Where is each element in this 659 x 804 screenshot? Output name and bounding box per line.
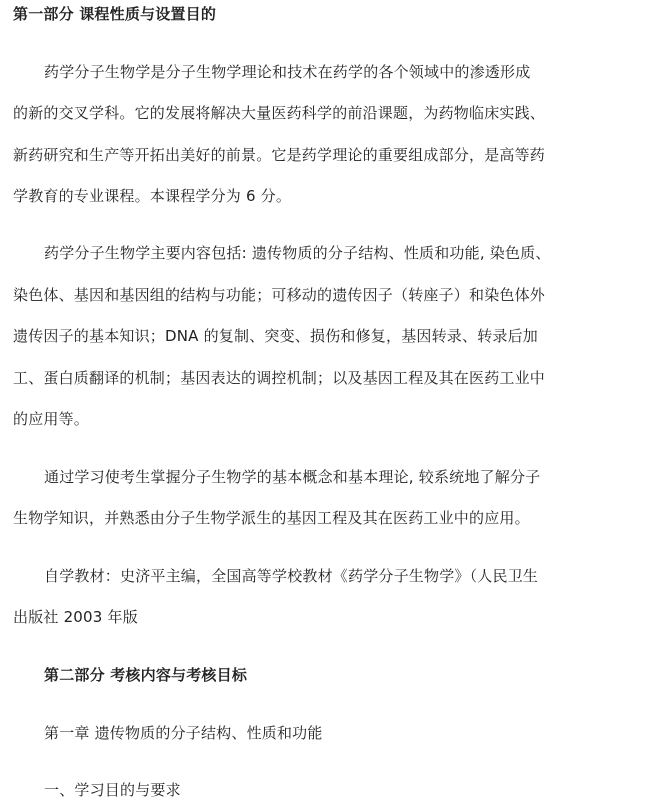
paragraph-line: 出版社 2003 年版: [13, 608, 138, 626]
paragraph-line: 工、蛋白质翻译的机制；基因表达的调控机制；以及基因工程及其在医药工业中: [13, 369, 546, 387]
paragraph-line: 生物学知识，并熟悉由分子生物学派生的基因工程及其在医药工业中的应用。: [13, 509, 530, 527]
paragraph-line: 新药研究和生产等开拓出美好的前景。它是药学理论的重要组成部分，是高等药: [13, 146, 546, 164]
paragraph-line: 的应用等。: [13, 410, 90, 428]
paragraph-line: 药学分子生物学主要内容包括: 遗传物质的分子结构、性质和功能, 染色质、: [44, 244, 551, 262]
paragraph-line: 学教育的专业课程。本课程学分为 6 分。: [13, 187, 292, 205]
paragraph-line: 染色体、基因和基因组的结构与功能；可移动的遗传因子（转座子）和染色体外: [13, 286, 546, 304]
paragraph-line: 药学分子生物学是分子生物学理论和技术在药学的各个领域中的渗透形成: [44, 63, 531, 81]
paragraph-line: 的新的交叉学科。它的发展将解决大量医药科学的前沿课题，为药物临床实践、: [13, 104, 546, 122]
paragraph-line: 自学教材：史济平主编，全国高等学校教材《药学分子生物学》（人民卫生: [44, 567, 539, 585]
section-heading: 一、学习目的与要求: [44, 781, 181, 799]
chapter-heading: 第一章 遗传物质的分子结构、性质和功能: [44, 724, 323, 742]
part2-heading: 第二部分 考核内容与考核目标: [44, 666, 248, 684]
paragraph-line: 遗传因子的基本知识；DNA 的复制、突变、损伤和修复，基因转录、转录后加: [13, 327, 539, 345]
paragraph-line: 通过学习使考生掌握分子生物学的基本概念和基本理论, 较系统地了解分子: [44, 468, 541, 486]
part1-heading: 第一部分 课程性质与设置目的: [13, 5, 217, 23]
